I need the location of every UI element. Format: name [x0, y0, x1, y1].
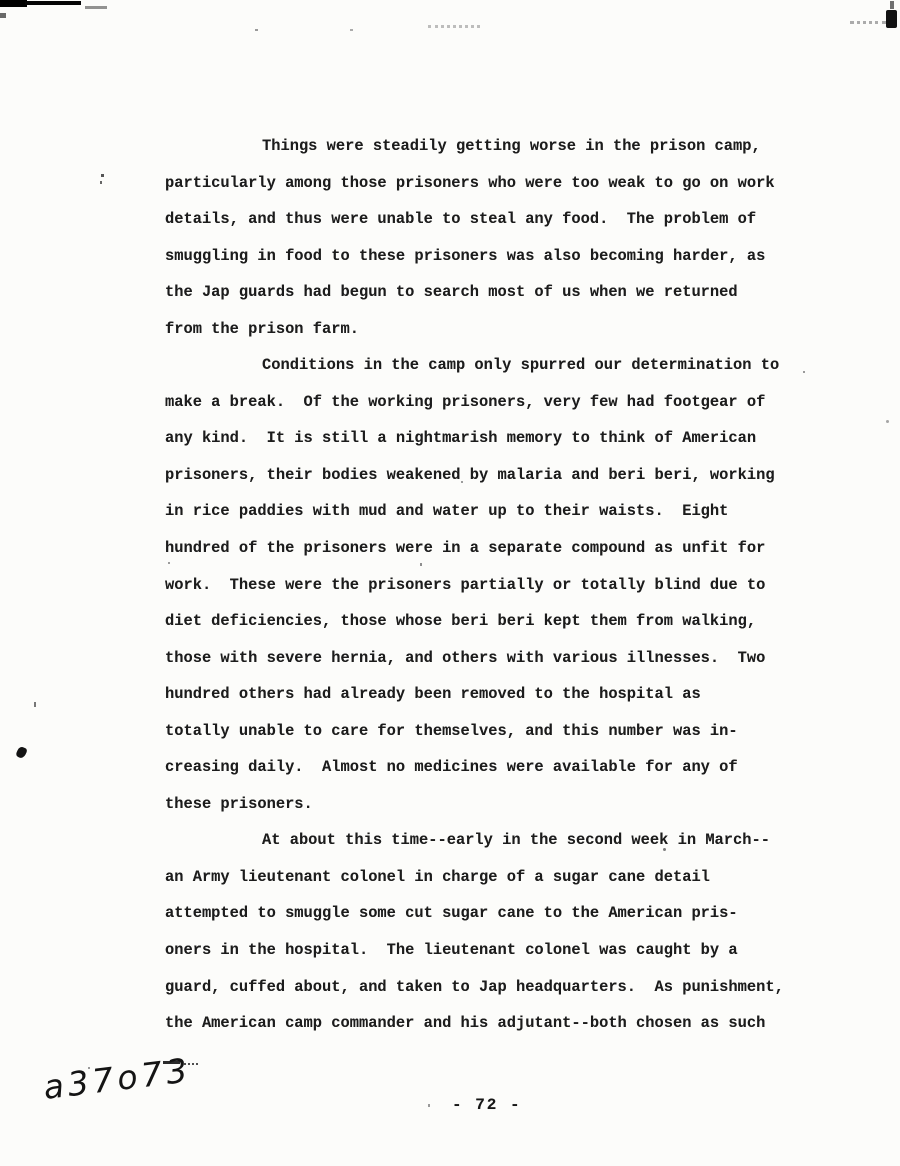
scan-artifact-left-edge-tick: [0, 13, 6, 18]
text-line: prisoners, their bodies weakened by malaria and beri beri, working: [165, 465, 775, 484]
text-line: details, and thus were unable to steal any food. The problem of: [165, 210, 757, 229]
text-line: guard, cuffed about, and taken to Jap headquarters. As punishment,: [165, 977, 784, 996]
scan-artifact-topleft-bar: [0, 0, 27, 7]
text-body: [165, 128, 815, 1042]
text-line: in rice paddies with mud and water up to their waists. Eight: [165, 502, 729, 521]
text-line: oners in the hospital. The lieutenant colonel was caught by a: [165, 941, 738, 960]
scan-artifact-topright-blob: [886, 10, 897, 28]
scan-artifact-speck: [101, 174, 104, 177]
scan-artifact-ink-blot: [15, 746, 28, 760]
text-line: particularly among those prisoners who were too weak to go on work: [165, 173, 775, 192]
text-line: the Jap guards had begun to search most of us when we returned: [165, 283, 738, 302]
text-line: Things were steadily getting worse in the prison camp,: [262, 137, 761, 155]
page-number: - 72 -: [452, 1096, 522, 1114]
text-line: those with severe hernia, and others with various illnesses. Two: [165, 648, 766, 667]
scan-artifact-center-dotted-trail: [428, 25, 480, 28]
text-line: smuggling in food to these prisoners was also becoming harder, as: [165, 246, 766, 265]
text-line: creasing daily. Almost no medicines were available for any of: [165, 758, 738, 777]
text-line: totally unable to care for themselves, and this number was in-: [165, 721, 738, 740]
text-line: make a break. Of the working prisoners, very few had footgear of: [165, 392, 766, 411]
scan-artifact-speck: [350, 29, 353, 31]
scan-artifact-topright-trail: [850, 21, 886, 24]
text-line: At about this time--early in the second week in March--: [262, 831, 770, 850]
handwritten-annotation: a37o73: [41, 1050, 194, 1107]
scan-artifact-topleft-bar-tail: [25, 1, 81, 5]
scan-artifact-speck: [100, 181, 102, 184]
text-line: these prisoners.: [165, 794, 313, 813]
text-line: any kind. It is still a nightmarish memory to think of American: [165, 429, 757, 448]
scan-artifact-smudge: [85, 6, 107, 9]
scan-artifact-topright-dots: [890, 1, 894, 9]
scan-artifact-speck: [428, 1104, 430, 1107]
text-line: from the prison farm.: [165, 319, 359, 338]
scan-artifact-speck: [255, 29, 258, 31]
text-line: hundred of the prisoners were in a separate compound as unfit for: [165, 539, 766, 558]
text-line: diet deficiencies, those whose beri beri kept them from walking,: [165, 612, 757, 631]
text-line: the American camp commander and his adjutant--both chosen as such: [165, 1014, 766, 1033]
text-line: attempted to smuggle some cut sugar cane to the American pris-: [165, 904, 738, 923]
scan-artifact-speck: [886, 420, 889, 423]
text-line: Conditions in the camp only spurred our determination to: [262, 356, 780, 375]
text-line: work. These were the prisoners partially or totally blind due to: [165, 575, 766, 594]
text-line: an Army lieutenant colonel in charge of a sugar cane detail: [165, 867, 710, 886]
text-line: hundred others had already been removed to the hospital as: [165, 685, 701, 704]
scan-artifact-speck: [34, 702, 36, 707]
